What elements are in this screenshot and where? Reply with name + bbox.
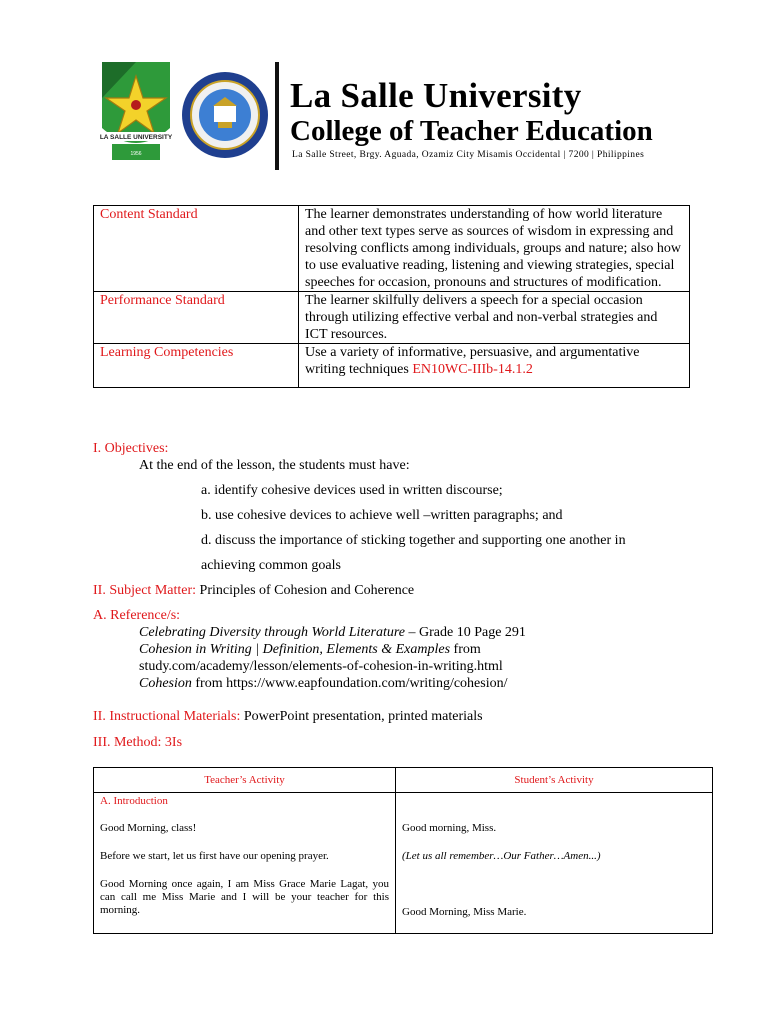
reference-detail: – Grade 10 Page 291 xyxy=(405,625,526,640)
reference-url: study.com/academy/lesson/elements-of-cohesion-in-writing.html xyxy=(139,659,503,674)
materials-label: II. Instructional Materials: xyxy=(93,709,244,724)
method-heading: III. Method: 3Is xyxy=(93,735,183,750)
student-line: (Let us all remember…Our Father…Amen...) xyxy=(402,850,601,862)
subject-matter-value: Principles of Cohesion and Coherence xyxy=(199,583,415,598)
instructional-materials xyxy=(93,708,483,725)
performance-standard-value: The learner skilfully delivers a speech for a special occasion through utilizing effective verbal and non-verbal strategies and ICT resources. xyxy=(299,292,690,344)
table-row xyxy=(94,793,713,934)
student-line: Good Morning, Miss Marie. xyxy=(402,906,527,918)
table-row xyxy=(94,206,690,292)
reference-item xyxy=(139,624,526,641)
college-name: College of Teacher Education xyxy=(290,115,653,147)
standards-table xyxy=(93,205,690,388)
reference-detail: from https://www.eapfoundation.com/writing/cohesion/ xyxy=(191,676,508,691)
student-activity-header: Student’s Activity xyxy=(396,768,713,793)
section-heading: A. Introduction xyxy=(100,795,168,807)
objective-item: d. discuss the importance of sticking together and supporting one another in xyxy=(201,533,626,548)
table-row xyxy=(94,768,713,793)
college-of-teacher-education-seal xyxy=(180,70,270,160)
table-row xyxy=(94,344,690,388)
reference-item xyxy=(139,675,508,692)
objective-item: achieving common goals xyxy=(201,558,341,573)
references-heading: A. Reference/s: xyxy=(93,608,181,623)
learning-competencies-value: Use a variety of informative, persuasive, and argumentative writing techniques xyxy=(305,345,640,377)
performance-standard-label: Performance Standard xyxy=(94,292,299,344)
la-salle-university-logo xyxy=(96,58,176,168)
teacher-activity-cell xyxy=(94,793,396,934)
reference-detail: from xyxy=(450,642,481,657)
teacher-line: Before we start, let us first have our opening prayer. xyxy=(100,850,329,862)
header-divider xyxy=(275,62,279,170)
university-name: La Salle University xyxy=(290,76,582,115)
reference-item xyxy=(139,641,481,658)
objectives-heading: I. Objectives: xyxy=(93,441,169,456)
table-row xyxy=(94,292,690,344)
reference-title: Celebrating Diversity through World Literature xyxy=(139,625,405,640)
content-standard-value: The learner demonstrates understanding of how world literature and other text types serve as sources of wisdom in expressing and resolving conflicts among individuals, groups and nature; also how to use evaluative reading, listening and viewing strategies, special speeches for occasion, pronouns and structures of modification. xyxy=(299,206,690,292)
objective-item: b. use cohesive devices to achieve well –written paragraphs; and xyxy=(201,508,563,523)
teacher-line: Good Morning once again, I am Miss Grace Marie Lagat, you can call me Miss Marie and I will be your teacher for this morning. xyxy=(100,878,389,916)
content-standard-label: Content Standard xyxy=(94,206,299,292)
teacher-line: Good Morning, class! xyxy=(100,822,197,834)
objectives-intro: At the end of the lesson, the students must have: xyxy=(139,458,410,473)
subject-matter-label: II. Subject Matter: xyxy=(93,583,200,598)
student-activity-cell xyxy=(396,793,713,934)
svg-text:LA SALLE UNIVERSITY: LA SALLE UNIVERSITY xyxy=(99,134,173,141)
student-line: Good morning, Miss. xyxy=(402,822,497,834)
learning-competencies-cell xyxy=(299,344,690,388)
svg-text:1956: 1956 xyxy=(130,151,142,157)
address-line: La Salle Street, Brgy. Aguada, Ozamiz City Misamis Occidental | 7200 | Philippines xyxy=(292,150,645,160)
learning-competencies-label: Learning Competencies xyxy=(94,344,299,388)
reference-title: Cohesion xyxy=(139,676,192,691)
competency-code: EN10WC-IIIb-14.1.2 xyxy=(412,362,533,377)
subject-matter xyxy=(93,582,414,599)
materials-value: PowerPoint presentation, printed materials xyxy=(243,709,483,724)
reference-title: Cohesion in Writing | Definition, Elements & Examples xyxy=(139,642,451,657)
activity-table xyxy=(93,767,713,934)
objective-item: a. identify cohesive devices used in written discourse; xyxy=(201,483,503,498)
teacher-activity-header: Teacher’s Activity xyxy=(94,768,396,793)
